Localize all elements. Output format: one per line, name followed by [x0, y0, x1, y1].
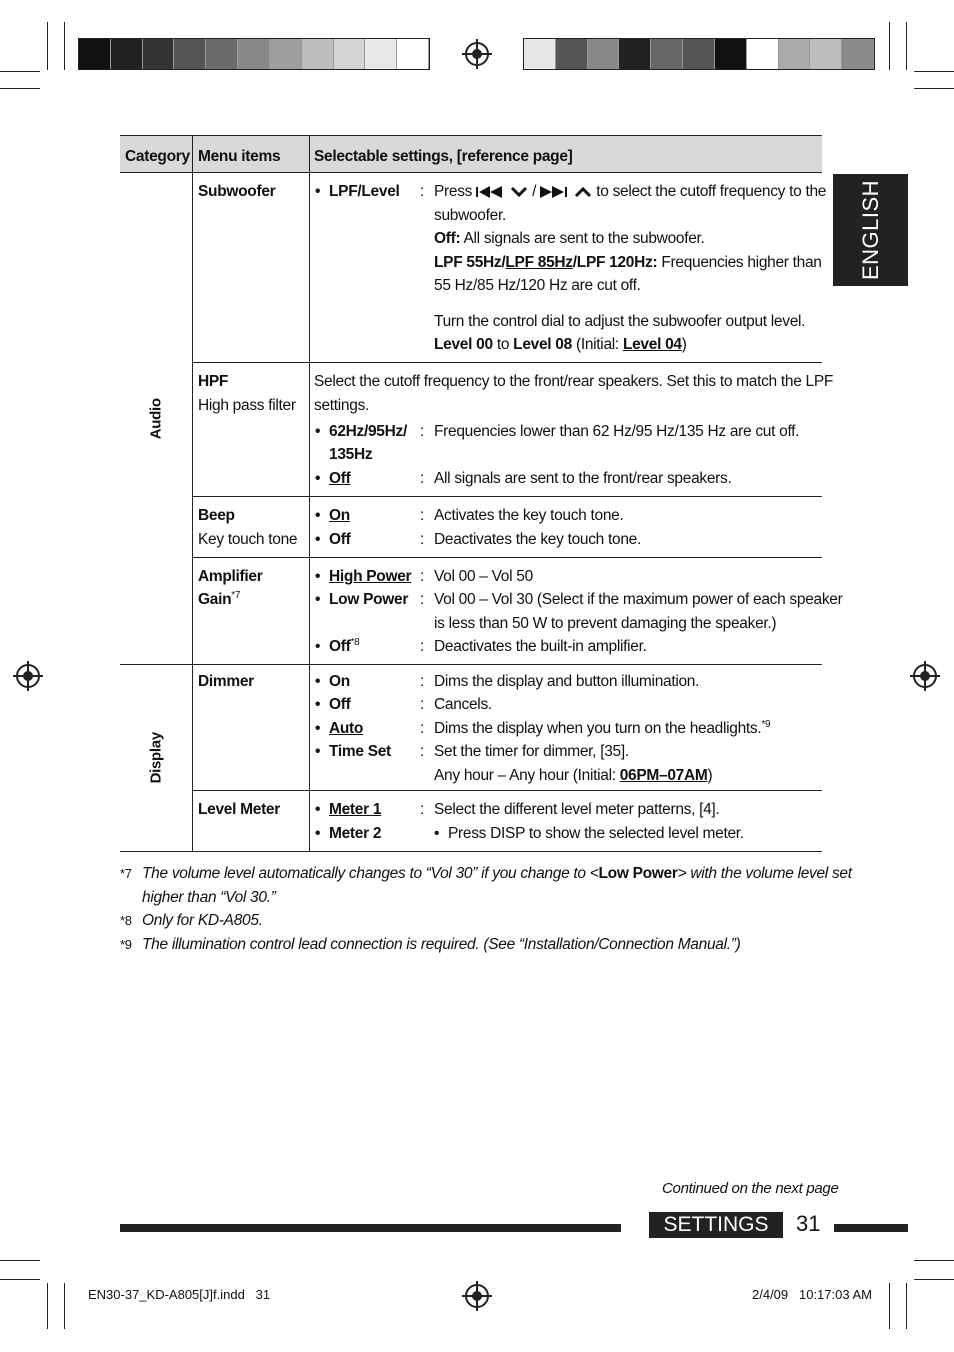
text: to select the cutoff frequency to the [596, 183, 827, 200]
registration-mark-icon [16, 664, 40, 688]
option-freq: • 62Hz/95Hz/ [329, 420, 407, 444]
text: Cancels. [434, 696, 492, 713]
footnote-number: *7 [120, 866, 132, 881]
registration-mark-icon [465, 1284, 489, 1308]
menu-item-hpf: HPF [198, 373, 229, 390]
text: ) [707, 767, 713, 784]
text: Select the cutoff frequency to the front/rear speakers. Set this to match the LPF [314, 373, 834, 390]
text: Low Power [598, 865, 678, 882]
crop-mark [0, 1279, 40, 1280]
colon: : [420, 507, 425, 524]
text: • Press DISP to show the selected level meter. [448, 822, 744, 846]
section-label: SETTINGS [649, 1212, 783, 1238]
menu-item-desc: Key touch tone [198, 531, 298, 548]
footnote-7 [142, 862, 852, 886]
page-number: 31 [796, 1211, 821, 1236]
registration-mark-icon [465, 42, 489, 66]
language-tab [833, 174, 908, 286]
footnote-ref: *9 [761, 718, 771, 730]
color-swatch [556, 39, 588, 69]
text: ) [681, 336, 687, 353]
text: subwoofer. [434, 207, 506, 224]
text: Frequencies lower than 62 Hz/95 Hz/135 Hz are cut off. [434, 423, 800, 440]
color-swatch [365, 39, 397, 69]
option-off: • Off [329, 528, 350, 552]
header-settings: Selectable settings, [reference page] [314, 148, 573, 165]
text: Press [434, 183, 473, 200]
colon: : [420, 638, 425, 655]
divider [192, 557, 822, 558]
colon: : [420, 591, 425, 608]
color-swatch [842, 39, 874, 69]
text: settings. [314, 397, 370, 414]
crop-mark [914, 71, 954, 72]
colon: : [420, 568, 425, 585]
option-low-power: • Low Power [329, 588, 408, 612]
crop-mark [906, 22, 907, 70]
text: Dims the display when you turn on the headlights. [434, 720, 762, 737]
color-swatch [270, 39, 302, 69]
color-swatch [619, 39, 651, 69]
option-meter-1: • Meter 1 [329, 798, 381, 822]
text: All signals are sent to the subwoofer. [463, 230, 705, 247]
table-header [120, 135, 822, 173]
crop-mark [0, 1260, 40, 1261]
header-menu-items: Menu items [198, 148, 281, 165]
color-swatch [302, 39, 334, 69]
footer-rule [834, 1224, 908, 1232]
option-freq-cont: 135Hz [329, 446, 373, 463]
menu-item-beep: Beep [198, 507, 235, 524]
color-swatch [810, 39, 842, 69]
color-swatch [747, 39, 779, 69]
color-swatch [397, 39, 429, 69]
category-display: Display [147, 732, 165, 784]
text: Deactivates the key touch tone. [434, 531, 641, 548]
crop-mark [889, 1283, 890, 1329]
footnote-ref: *8 [350, 636, 360, 648]
crop-mark [64, 1283, 65, 1329]
registration-mark-icon [913, 664, 937, 688]
header-category: Category [125, 148, 190, 165]
color-swatch [779, 39, 811, 69]
crop-mark [64, 22, 65, 70]
color-swatch [238, 39, 270, 69]
text: Level 04 [622, 336, 682, 353]
text: Set the timer for dimmer, [35]. [434, 743, 629, 760]
text: Frequencies higher than [661, 254, 822, 271]
prev-track-icon [476, 186, 506, 198]
divider [192, 790, 822, 791]
text: 55 Hz/85 Hz/120 Hz are cut off. [434, 277, 641, 294]
text: The volume level automatically changes to “Vol 30” if you change to < [142, 865, 599, 882]
text: to [496, 336, 510, 353]
footnote-9: The illumination control lead connection is required. (See “Installation/Connection Manual.”) [142, 936, 741, 953]
crop-mark [914, 1279, 954, 1280]
colon: : [420, 743, 425, 760]
text: Deactivates the built-in amplifier. [434, 638, 647, 655]
text: LPF 120Hz: [576, 254, 658, 271]
text: All signals are sent to the front/rear speakers. [434, 470, 732, 487]
text: Level 00 [434, 336, 493, 353]
color-swatch [174, 39, 206, 69]
text: Level 08 [513, 336, 572, 353]
subwoofer-lpf: LPF 55Hz/LPF 85Hz/LPF 120Hz: Frequencies higher than [434, 254, 822, 271]
text: Vol 00 – Vol 50 [434, 568, 533, 585]
option-lpf-level: • LPF/Level [329, 180, 400, 204]
text: Select the different level meter patterns, [4]. [434, 801, 720, 818]
color-swatch [334, 39, 366, 69]
color-swatch [206, 39, 238, 69]
crop-mark [0, 71, 40, 72]
menu-item-gain [198, 588, 240, 612]
dimmer-timeset-range [434, 764, 712, 788]
crop-mark [914, 88, 954, 89]
option-off: • Off [329, 467, 350, 491]
text: Dims the display and button illumination. [434, 673, 700, 690]
colon: : [420, 696, 425, 713]
text: is less than 50 W to prevent damaging the speaker.) [434, 615, 777, 632]
text: LPF 85Hz [505, 254, 573, 271]
footnote-7-cont: higher than “Vol 30.” [142, 889, 276, 906]
footnote-number: *9 [120, 937, 132, 952]
down-arrow-icon [510, 186, 528, 198]
subwoofer-off [434, 227, 705, 251]
subwoofer-line1 [434, 180, 826, 204]
text: Vol 00 – Vol 30 (Select if the maximum power of each speaker [434, 591, 843, 608]
footnote-ref: *7 [231, 589, 241, 601]
text: Activates the key touch tone. [434, 507, 624, 524]
color-swatch [111, 39, 143, 69]
footnote-number: *8 [120, 913, 132, 928]
text: 06PM–07AM [619, 767, 708, 784]
text: Gain [198, 591, 232, 608]
option-time-set: • Time Set [329, 740, 391, 764]
crop-mark [889, 22, 890, 70]
text: / [532, 183, 537, 200]
subwoofer-level [434, 333, 687, 357]
color-swatch [715, 39, 747, 69]
color-bar-left [78, 38, 430, 70]
divider [309, 135, 310, 852]
footer-rule [120, 1224, 621, 1232]
color-swatch [651, 39, 683, 69]
option-off: • Off [329, 693, 350, 717]
crop-mark [47, 22, 48, 70]
text: > with the volume level set [677, 865, 852, 882]
language-tab-label: ENGLISH [857, 179, 883, 281]
footnotes [120, 862, 852, 962]
colon: : [420, 423, 425, 440]
option-auto: • Auto [329, 717, 363, 741]
dimmer-auto-text [434, 717, 770, 741]
option-off [329, 635, 359, 659]
menu-item-dimmer: Dimmer [198, 673, 254, 690]
settings-table [120, 135, 843, 852]
option-on: • On [329, 670, 350, 694]
text: Any hour – Any hour (Initial: [434, 767, 616, 784]
crop-mark [0, 88, 40, 89]
divider [192, 362, 822, 363]
divider [192, 496, 822, 497]
divider [120, 664, 822, 665]
next-track-icon [540, 186, 570, 198]
color-bar-right [523, 38, 875, 70]
menu-item-amplifier: Amplifier [198, 568, 263, 585]
text: (Initial: [575, 336, 619, 353]
option-high-power: • High Power [329, 565, 411, 589]
color-swatch [588, 39, 620, 69]
footnote-8: Only for KD-A805. [142, 912, 263, 929]
text: LPF 55Hz [434, 254, 502, 271]
color-swatch [524, 39, 556, 69]
slug-filename: EN30-37_KD-A805[J]f.indd 31 [88, 1287, 271, 1302]
divider [120, 851, 822, 852]
option-on: • On [329, 504, 350, 528]
slug-date: 2/4/09 10:17:03 AM [752, 1287, 872, 1302]
menu-item-desc: High pass filter [198, 397, 296, 414]
color-swatch [143, 39, 175, 69]
colon: : [420, 531, 425, 548]
color-swatch [683, 39, 715, 69]
menu-item-level-meter: Level Meter [198, 801, 280, 818]
text: Off [329, 638, 351, 655]
colon: : [420, 470, 425, 487]
category-audio: Audio [147, 398, 165, 440]
color-swatch [79, 39, 111, 69]
crop-mark [47, 1283, 48, 1329]
continued-note: Continued on the next page [662, 1180, 839, 1197]
up-arrow-icon [574, 186, 592, 198]
colon: : [420, 183, 425, 200]
menu-item-subwoofer: Subwoofer [198, 183, 276, 200]
text: Turn the control dial to adjust the subwoofer output level. [434, 313, 806, 330]
colon: : [420, 673, 425, 690]
colon: : [420, 720, 425, 737]
text: Off: [434, 230, 461, 247]
option-meter-2: • Meter 2 [329, 822, 381, 846]
colon: : [420, 801, 425, 818]
crop-mark [906, 1283, 907, 1329]
divider [192, 135, 193, 852]
crop-mark [914, 1260, 954, 1261]
